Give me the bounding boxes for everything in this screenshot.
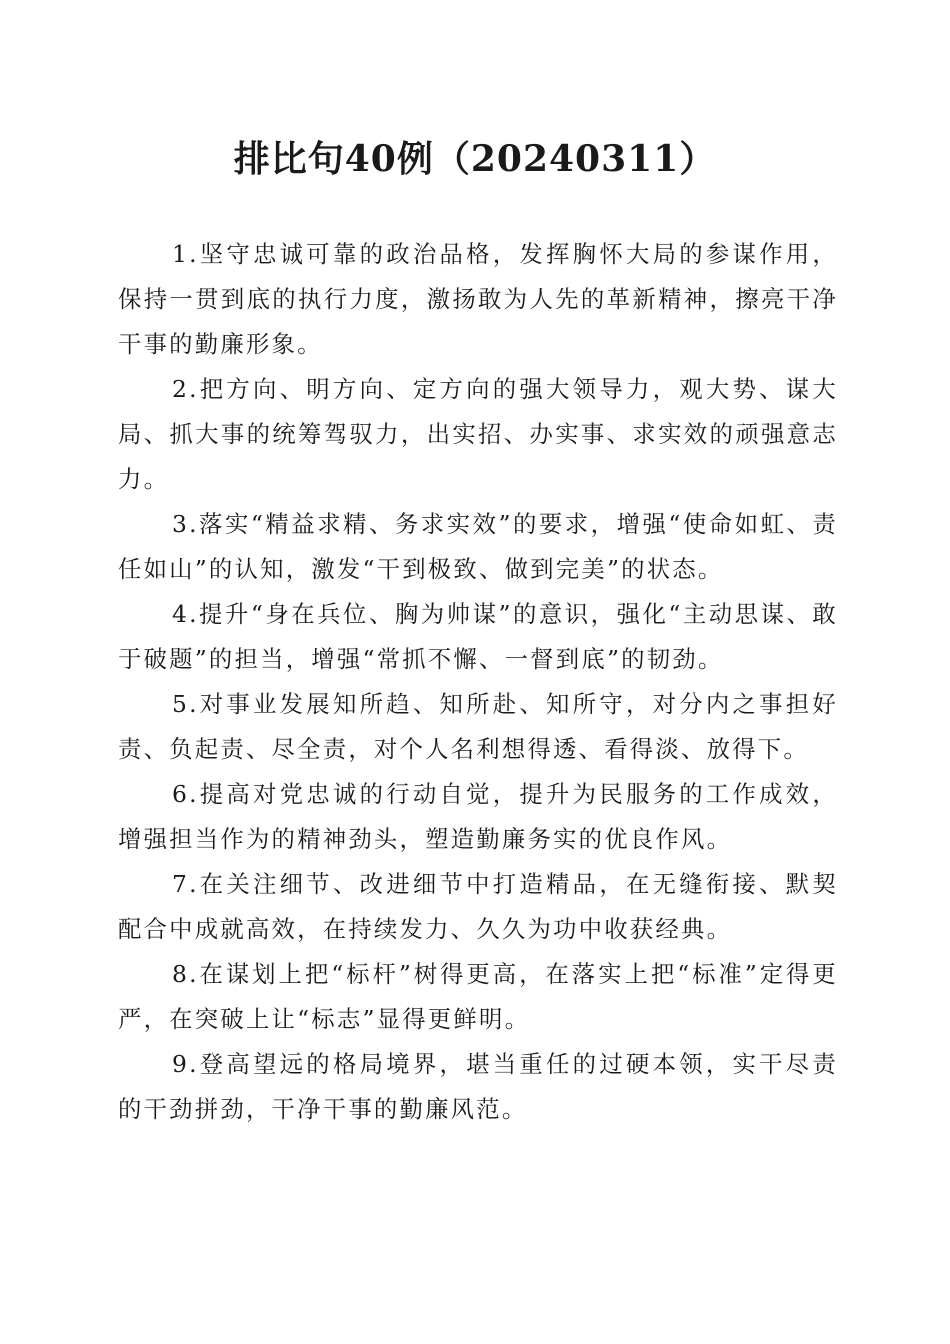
paragraph-7: 7.在关注细节、改进细节中打造精品，在无缝衔接、默契配合中成就高效，在持续发力、久久为功中收获经典。 <box>118 870 838 943</box>
paragraph-2: 2.把方向、明方向、定方向的强大领导力，观大势、谋大局、抓大事的统筹驾驭力，出实招、办实事、求实效的顽强意志力。 <box>118 375 838 493</box>
paragraph-6: 6.提高对党忠诚的行动自觉，提升为民服务的工作成效，增强担当作为的精神劲头，塑造勤廉务实的优良作风。 <box>118 780 838 853</box>
paragraph-9: 9.登高望远的格局境界，堪当重任的过硬本领，实干尽责的干劲拼劲，干净干事的勤廉风范。 <box>118 1050 838 1123</box>
document-body <box>118 232 838 1132</box>
paragraph-1: 1.坚守忠诚可靠的政治品格，发挥胸怀大局的参谋作用，保持一贯到底的执行力度，激扬敢为人先的革新精神，擦亮干净干事的勤廉形象。 <box>118 240 838 358</box>
paragraph-5: 5.对事业发展知所趋、知所赴、知所守，对分内之事担好责、负起责、尽全责，对个人名利想得透、看得淡、放得下。 <box>118 690 838 763</box>
paragraph-3: 3.落实“精益求精、务求实效”的要求，增强“使命如虹、责任如山”的认知，激发“干到极致、做到完美”的状态。 <box>118 510 838 583</box>
document-title: 排比句40例（20240311） <box>233 138 717 180</box>
paragraph-4: 4.提升“身在兵位、胸为帅谋”的意识，强化“主动思谋、敢于破题”的担当，增强“常抓不懈、一督到底”的韧劲。 <box>118 600 838 673</box>
paragraph-8: 8.在谋划上把“标杆”树得更高，在落实上把“标准”定得更严，在突破上让“标志”显得更鲜明。 <box>118 960 838 1033</box>
